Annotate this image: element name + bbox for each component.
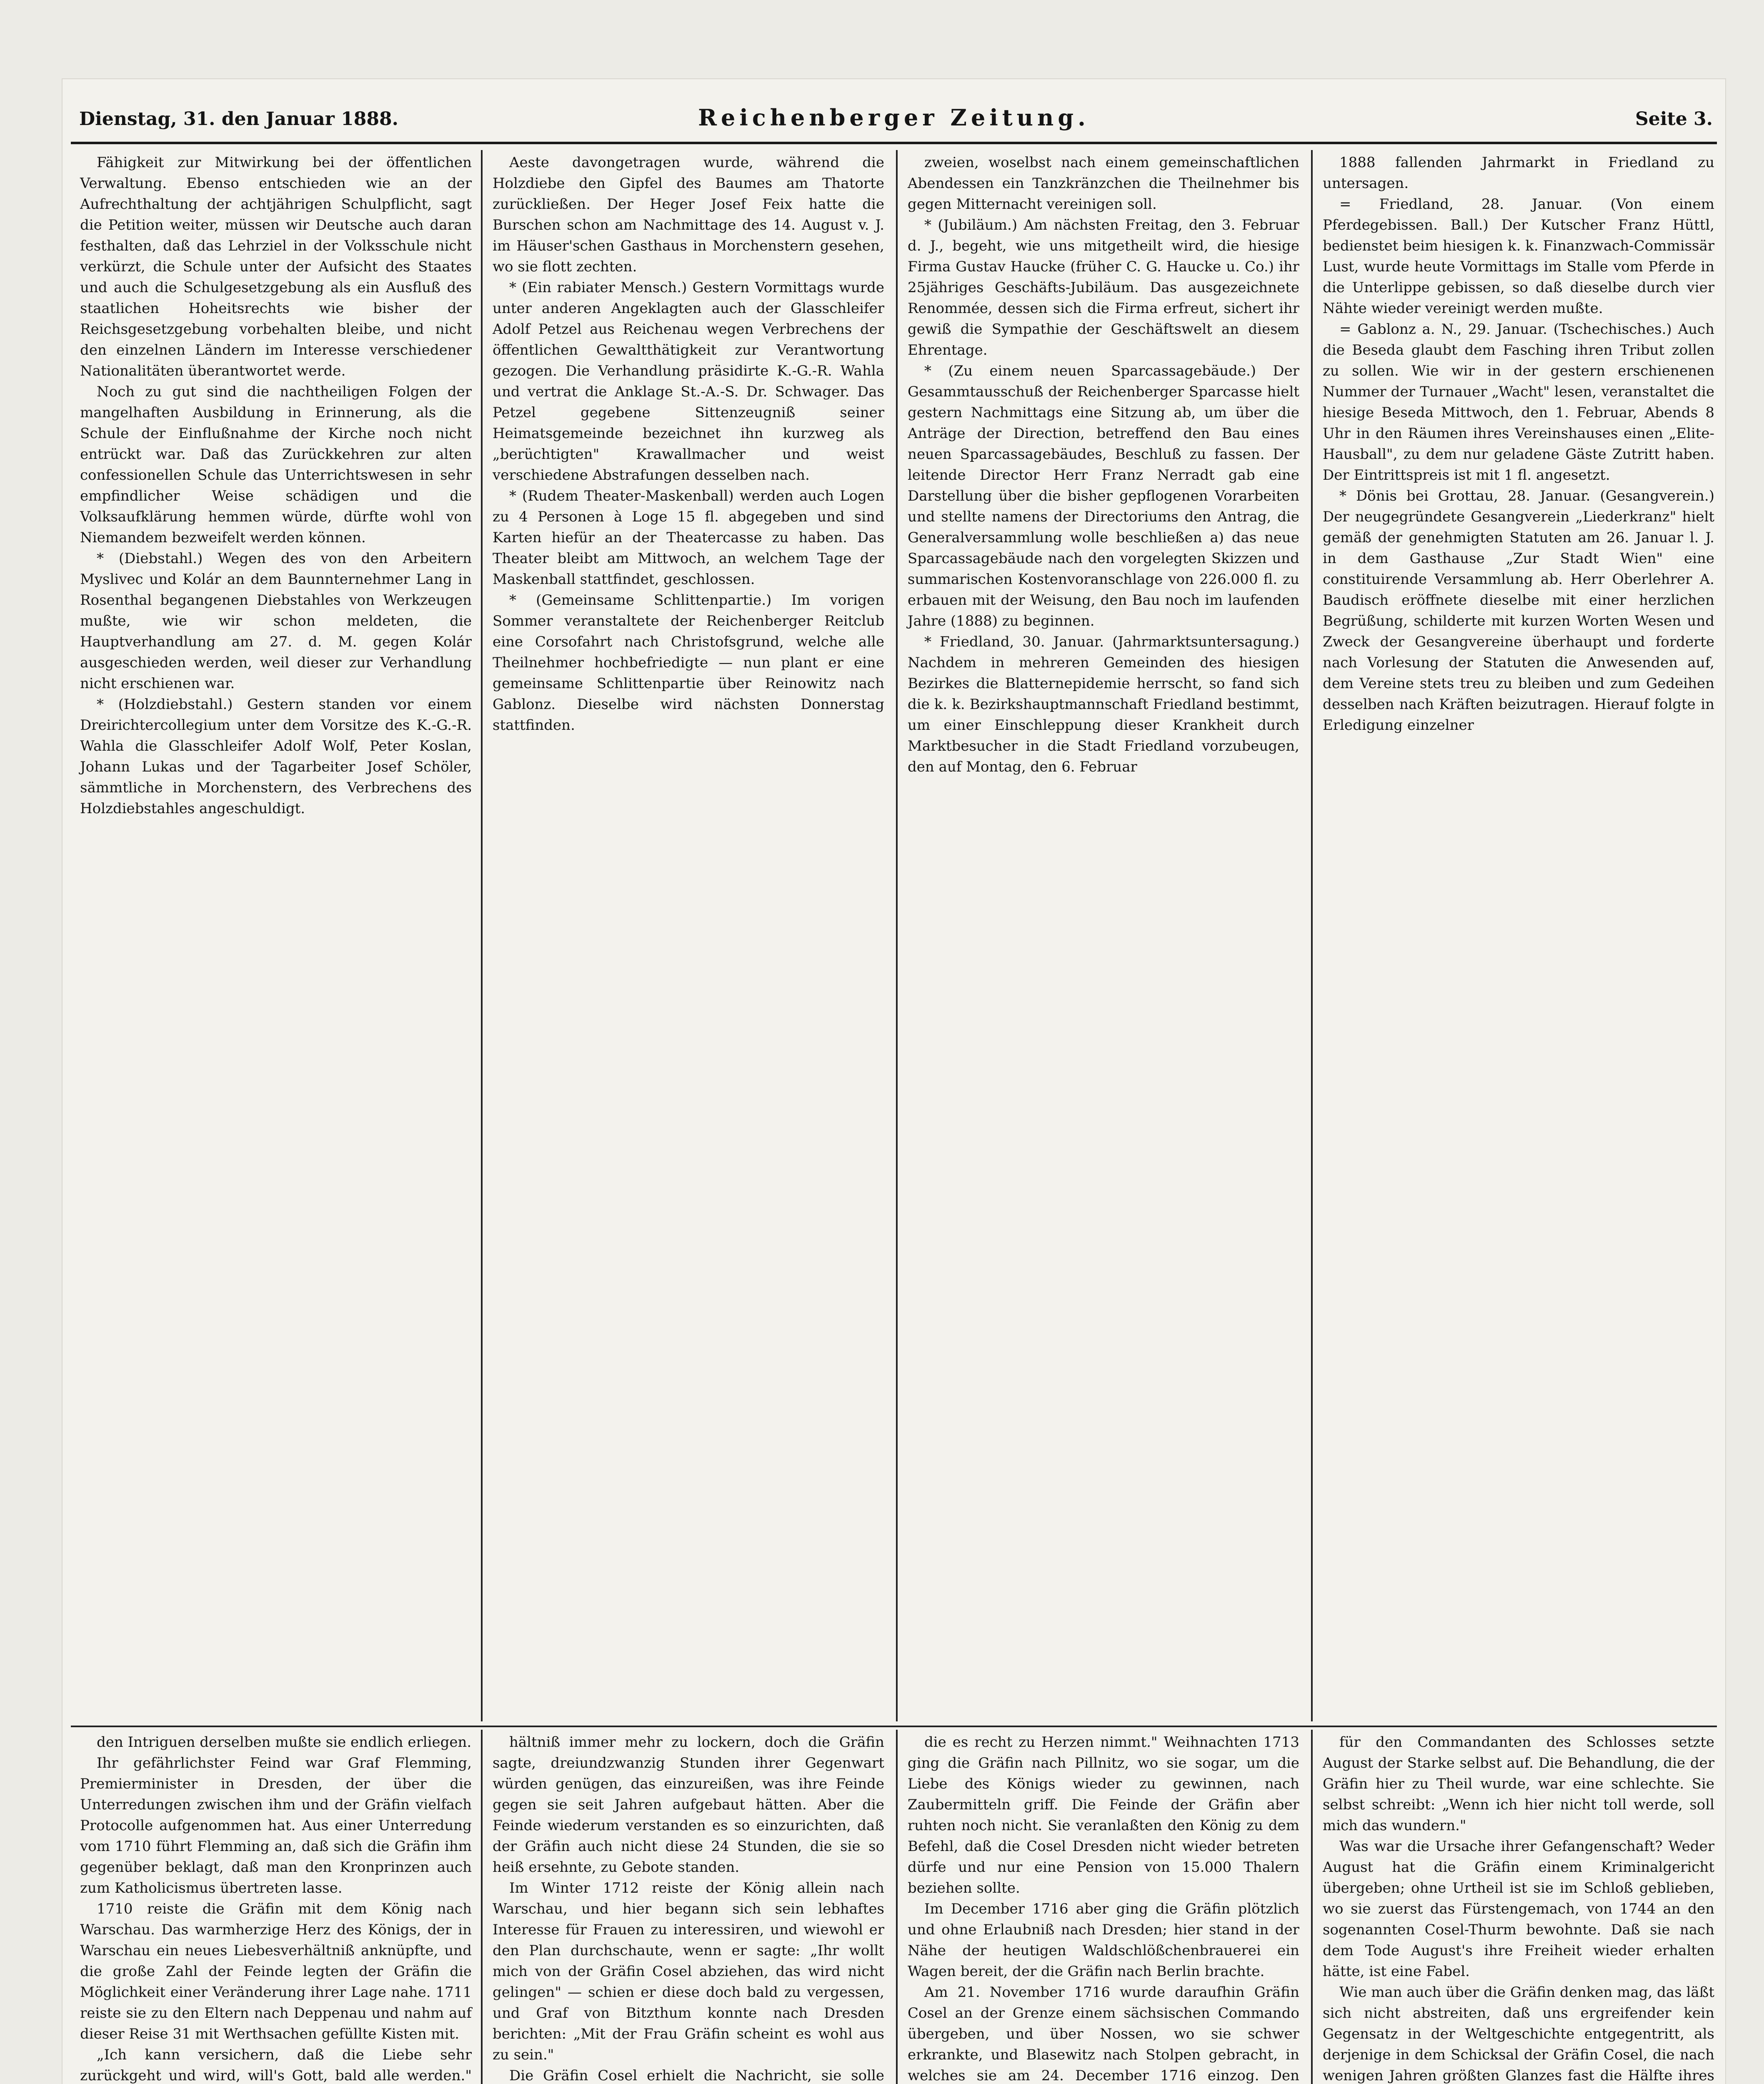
column-divider (1311, 150, 1313, 1721)
article-paragraph: Aeste davongetragen wurde, während die Holzdiebe den Gipfel des Baumes am Thatorte zurückließen. Der Heger Josef Feix hatte die Burschen schon am Nachmittage des 14. August v. J. im Häuser'schen Gasthaus in Morchenstern gesehen, wo sie flott zechten. (493, 154, 884, 275)
article-paragraph: * (Holzdiebstahl.) Gestern standen vor einem Dreirichtercollegium unter dem Vorsitze des K.-G.-R. Wahla die Glasschleifer Adolf Wolf, Peter Koslan, Johann Lukas und der Tagarbeiter Josef Schöler, sämmtliche in Morchenstern, des Verbrechens des Holzdiebstahles angeschuldigt. (80, 696, 472, 817)
article-paragraph: = Friedland, 28. Januar. (Von einem Pferdegebissen. Ball.) Der Kutscher Franz Hüttl, bedienstet beim hiesigen k. k. Finanzwach-Commissär Lust, wurde heute Vormittags im Stalle vom Pferde in die Unterlippe gebissen, so daß dieselbe durch vier Nähte wieder vereinigt werden mußte. (1323, 196, 1714, 317)
article-paragraph: * (Jubiläum.) Am nächsten Freitag, den 3. Februar d. J., begeht, wie uns mitgetheilt wird, die hiesige Firma Gustav Haucke (früher C. G. Haucke u. Co.) ihr 25jähriges Geschäfts-Jubiläum. Das ausgezeichnete Renommée, dessen sich die Firma erfreut, sichert ihr gewiß die Sympathie der Geschäftswelt an diesem Ehrentage. (908, 217, 1299, 358)
article-paragraph: Ihr gefährlichster Feind war Graf Flemming, Premierminister in Dresden, der über die Unterredungen zwischen ihm und der Gräfin vielfach Protocolle aufgenommen hat. Aus einer Unterredung vom 1710 führt Flemming an, daß sich die Gräfin ihm gegenüber beklagt, daß man den Kronprinzen auch zum Katholicismus übertreten lasse. (80, 1755, 472, 1896)
article-paragraph: Wie man auch über die Gräfin denken mag, das läßt sich nicht abstreiten, daß uns ergreifender kein Gegensatz in der Weltgeschichte entgegentritt, als derjenige in dem Schicksal der Gräfin Cosel, die nach wenigen Jahren größten Glanzes fast die Hälfte ihres (1323, 1984, 1714, 2084)
article-column (71, 152, 481, 1719)
article-column (1314, 1732, 1724, 2084)
article-column (483, 152, 893, 1719)
article-paragraph: Am 21. November 1716 wurde daraufhin Gräfin Cosel an der Grenze einem sächsischen Commando übergeben, und über Nossen, wo sie schwer erkrankte, und Blasewitz nach Stolpen gebracht, in welches sie am 24. December 1716 einzog. Den (908, 1984, 1299, 2084)
article-paragraph: hältniß immer mehr zu lockern, doch die Gräfin sagte, dreiundzwanzig Stunden ihrer Gegenwart würden genügen, das einzureißen, was ihre Feinde gegen sie seit Jahren aufgebaut hätten. Aber die Feinde wiederum verstanden es so einzurichten, daß der Gräfin auch nicht diese 24 Stunden, die sie so heiß ersehnte, zu Gebote standen. (493, 1734, 884, 1876)
article-paragraph: * Friedland, 30. Januar. (Jahrmarktsuntersagung.) Nachdem in mehreren Gemeinden des hiesigen Bezirkes die Blatternepidemie herrscht, so fand sich die k. k. Bezirkshauptmannschaft Friedland bestimmt, um einer Einschleppung dieser Krankheit durch Marktbesucher in die Stadt Friedland vorzubeugen, den auf Montag, den 6. Februar (908, 634, 1299, 775)
article-column (898, 152, 1309, 1719)
article-paragraph: * (Zu einem neuen Sparcassagebäude.) Der Gesammtausschuß der Reichenberger Sparcasse hielt gestern Nachmittags eine Sitzung ab, um über die Anträge der Direction, betreffend den Bau eines neuen Sparcassagebäudes, Beschluß zu fassen. Der leitende Director Herr Franz Nerradt gab eine Darstellung über die bisher gepflogenen Vorarbeiten und stellte namens der Directoriums den Antrag, die Generalversammlung wolle beschließen a) das neue Sparcassagebäude nach den vorgelegten Skizzen und summarischen Kostenvoranschlage von 226.000 fl. zu erbauen mit der Weisung, den Bau noch im laufenden Jahre (1888) zu beginnen. (908, 363, 1299, 629)
article-paragraph: Was war die Ursache ihrer Gefangenschaft? Weder August hat die Gräfin einem Kriminalgericht übergeben; ohne Urtheil ist sie im Schloß geblieben, wo sie zuerst das Fürstengemach, von 1744 an den sogenannten Cosel-Thurm bewohnte. Daß sie nach dem Tode August's ihre Freiheit wieder erhalten hätte, ist eine Fabel. (1323, 1838, 1714, 1980)
article-paragraph: für den Commandanten des Schlosses setzte August der Starke selbst auf. Die Behandlung, die der Gräfin hier zu Theil wurde, war eine schlechte. Sie selbst schreibt: „Wenn ich hier nicht toll werde, soll mich das wundern." (1323, 1734, 1714, 1834)
newspaper-title: Reichenberger Zeitung. (698, 104, 1090, 131)
article-paragraph: 1888 fallenden Jahrmarkt in Friedland zu untersagen. (1323, 154, 1714, 192)
article-column (71, 1732, 481, 2084)
article-paragraph: = Gablonz a. N., 29. Januar. (Tschechisches.) Auch die Beseda glaubt dem Fasching ihren Tribut zollen zu sollen. Wie wir in der gestern erschienenen Nummer der Turnauer „Wacht" lesen, veranstaltet die hiesige Beseda Mittwoch, den 1. Februar, Abends 8 Uhr in den Räumen ihres Vereinshauses einen „Elite-Hausball", zu dem nur geladene Gäste Zutritt haben. Der Eintrittspreis ist mit 1 fl. angesetzt. (1323, 321, 1714, 483)
article-paragraph: zweien, woselbst nach einem gemeinschaftlichen Abendessen ein Tanzkränzchen die Theilnehmer bis gegen Mitternacht vereinigen soll. (908, 154, 1299, 213)
page-number: Seite 3. (1635, 108, 1713, 130)
article-paragraph: „Ich kann versichern, daß die Liebe sehr zurückgeht und wird, will's Gott, bald alle werden." (80, 2046, 472, 2084)
article-paragraph: Fähigkeit zur Mitwirkung bei der öffentlichen Verwaltung. Ebenso entschieden wie an der Aufrechthaltung der achtjährigen Schulpflicht, sagt die Petition weiter, müssen wir Deutsche auch daran festhalten, daß das Lehrziel in der Volksschule nicht verkürzt, die Schule unter der Aufsicht des Staates und auch die Schulgesetzgebung als ein Ausfluß des staatlichen Hoheitsrechts wie bisher der Reichsgesetzgebung vorbehalten bleibe, und nicht den einzelnen Ländern im Interesse verschiedener Nationalitäten überantwortet werde. (80, 154, 472, 379)
column-divider (481, 1730, 483, 2084)
column-divider (896, 1730, 898, 2084)
article-column (483, 1732, 893, 2084)
issue-date: Dienstag, 31. den Januar 1888. (79, 108, 398, 130)
article-paragraph: die es recht zu Herzen nimmt." Weihnachten 1713 ging die Gräfin nach Pillnitz, wo sie sogar, um die Liebe des Königs wieder zu gewinnen, nach Zaubermitteln griff. Die Feinde der Gräfin aber ruhten noch nicht. Sie veranlaßten den König zu dem Befehl, daß die Cosel Dresden nicht wieder betreten dürfe und nur eine Pension von 15.000 Thalern beziehen sollte. (908, 1734, 1299, 1896)
article-paragraph: * (Gemeinsame Schlittenpartie.) Im vorigen Sommer veranstaltete der Reichenberger Reitclub eine Corsofahrt nach Christofsgrund, welche alle Theilnehmer hochbefriedigte — nun plant er eine gemeinsame Schlittenpartie über Reinowitz nach Gablonz. Dieselbe wird nächsten Donnerstag stattfinden. (493, 592, 884, 734)
article-paragraph: * (Ein rabiater Mensch.) Gestern Vormittags wurde unter anderen Angeklagten auch der Glasschleifer Adolf Petzel aus Reichenau wegen Verbrechens der öffentlichen Gewaltthätigkeit zur Verantwortung gezogen. Die Verhandlung präsidirte K.-G.-R. Wahla und vertrat die Anklage St.-A.-S. Dr. Schwager. Das Petzel gegebene Sittenzeugniß seiner Heimatsgemeinde bezeichnet ihn kurzweg als „berüchtigten" Krawallmacher und weist verschiedene Abstrafungen desselben nach. (493, 279, 884, 483)
column-divider (896, 150, 898, 1721)
header-rule (71, 142, 1717, 144)
section-rule (71, 1726, 1717, 1727)
article-column (1314, 152, 1724, 1719)
article-paragraph: Im Winter 1712 reiste der König allein nach Warschau, und hier begann sich sein lebhaftes Interesse für Frauen zu interessiren, und wiewohl er den Plan durchschaute, wenn er sagte: „Ihr wollt mich von der Gräfin Cosel abziehen, das wird nicht gelingen" — schien er diese doch bald zu vergessen, und Graf von Bitzthum konnte nach Dresden berichten: „Mit der Frau Gräfin scheint es wohl aus zu sein." (493, 1880, 884, 2063)
column-divider (481, 150, 483, 1721)
article-paragraph: den Intriguen derselben mußte sie endlich erliegen. (97, 1734, 472, 1751)
article-paragraph: * (Diebstahl.) Wegen des von den Arbeitern Myslivec und Kolár an dem Baunnternehmer Lang in Rosenthal begangenen Diebstahles von Werkzeugen mußte, wie wir schon meldeten, die Hauptverhandlung am 27. d. M. gegen Kolár ausgeschieden werden, weil dieser zur Verhandlung nicht erschienen war. (80, 550, 472, 692)
newspaper-page (63, 79, 1725, 2084)
article-paragraph: Noch zu gut sind die nachtheiligen Folgen der mangelhaften Ausbildung in Erinnerung, als die Schule der Einflußnahme der Kirche noch nicht entrückt war. Daß das Zurückkehren zur alten confessionellen Schule das Unterrichtswesen in sehr empfindlicher Weise schädigen und die Volksaufklärung hemmen würde, dürfte wohl von Niemandem bezweifelt werden können. (80, 383, 472, 546)
article-paragraph: 1710 reiste die Gräfin mit dem König nach Warschau. Das warmherzige Herz des Königs, der in Warschau ein neues Liebesverhältniß anknüpfte, und die große Zahl der Feinde legten der Gräfin die Möglichkeit einer Veränderung ihrer Lage nahe. 1711 reiste sie zu den Eltern nach Deppenau und nahm auf dieser Reise 31 mit Werthsachen gefüllte Kisten mit. (80, 1901, 472, 2042)
article-paragraph: * (Rudem Theater-Maskenball) werden auch Logen zu 4 Personen à Loge 15 fl. abgegeben und sind Karten hiefür an der Theatercasse zu haben. Das Theater bleibt am Mittwoch, an welchem Tage der Maskenball stattfindet, geschlossen. (493, 488, 884, 588)
column-divider (1311, 1730, 1313, 2084)
article-column (898, 1732, 1309, 2084)
article-paragraph: Die Gräfin Cosel erhielt die Nachricht, sie solle (509, 2067, 884, 2084)
article-paragraph: * Dönis bei Grottau, 28. Januar. (Gesangverein.) Der neugegründete Gesangverein „Liederkranz" hielt gemäß der genehmigten Statuten am 26. Januar l. J. in dem Gasthause „Zur Stadt Wien" eine constituirende Versammlung ab. Herr Oberlehrer A. Baudisch eröffnete dieselbe mit einer herzlichen Begrüßung, schilderte mit kurzen Worten Wesen und Zweck der Gesangvereine überhaupt und forderte nach Vorlesung der Statuten die Anwesenden auf, dem Vereine stets treu zu bleiben und zum Gedeihen desselben nach Kräften beizutragen. Hierauf folgte in Erledigung einzelner (1323, 488, 1714, 734)
article-paragraph: Im December 1716 aber ging die Gräfin plötzlich und ohne Erlaubniß nach Dresden; hier stand in der Nähe der heutigen Waldschlößchenbrauerei ein Wagen bereit, der die Gräfin nach Berlin brachte. (908, 1901, 1299, 1980)
masthead (63, 104, 1725, 138)
